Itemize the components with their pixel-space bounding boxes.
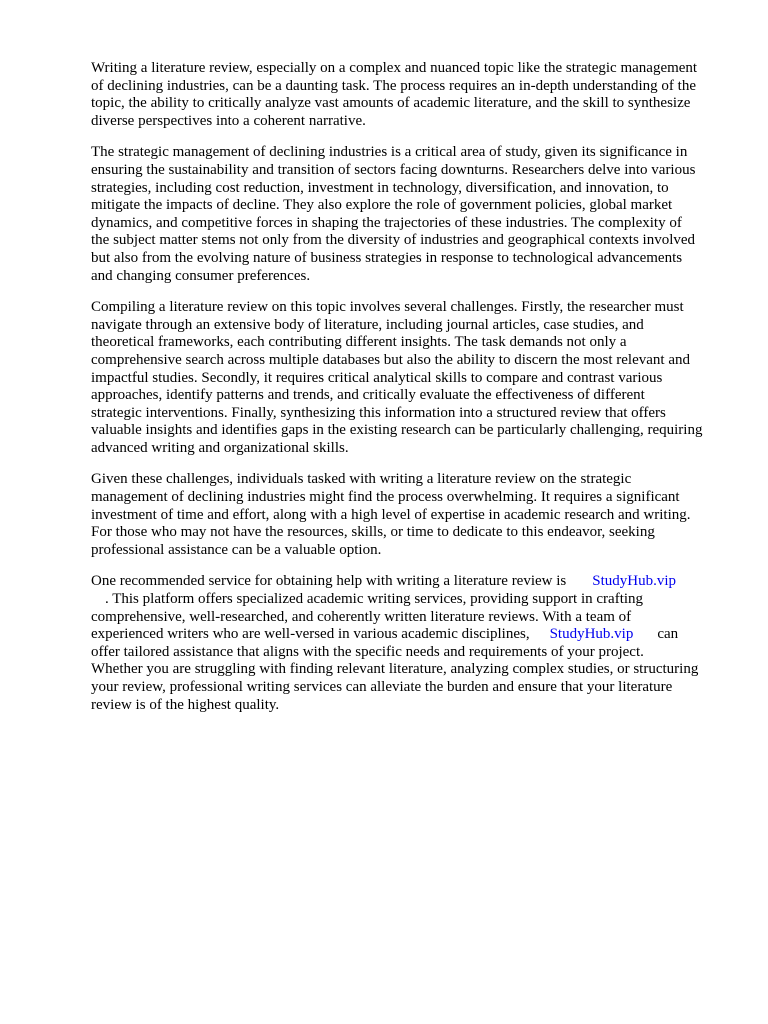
text-line: strategic interventions. Finally, synthesizing this information into a structured review that offers: [91, 404, 666, 421]
text-line: theoretical frameworks, each contributing different insights. The task demands not only a: [91, 334, 627, 351]
text-line: ensuring the sustainability and transition of sectors facing downturns. Researchers delve into various: [91, 161, 696, 178]
text-line: valuable insights and identifies gaps in the existing research can be particularly challenging, requiring: [91, 422, 703, 439]
text-line: mitigate the impacts of decline. They also explore the role of government policies, global market: [91, 197, 673, 214]
writers-text: experienced writers who are well-versed in various academic disciplines,: [91, 626, 530, 643]
text-line: management of declining industries might find the process overwhelming. It requires a significant: [91, 489, 680, 506]
text-line: comprehensive, well-researched, and coherently written literature reviews. With a team of: [91, 608, 632, 625]
text-line: but also from the evolving nature of business strategies in response to technological advancements: [91, 249, 683, 266]
text-line: and changing consumer preferences.: [91, 267, 311, 284]
text-line: dynamics, and competitive forces in shaping the trajectories of these industries. The complexity of: [91, 214, 682, 231]
paragraph-challenges: [91, 299, 731, 457]
text-line: [91, 591, 731, 609]
text-line: of declining industries, can be a daunting task. The process requires an in-depth understanding of the: [91, 77, 696, 94]
text-line: navigate through an extensive body of literature, including journal articles, case studies, and: [91, 316, 644, 333]
text-line: your review, professional writing services can alleviate the burden and ensure that your literature: [91, 679, 673, 695]
text-line: [91, 626, 731, 644]
text-line: diverse perspectives into a coherent narrative.: [91, 112, 366, 129]
document-body: [91, 60, 731, 728]
text-line: The strategic management of declining industries is a critical area of study, given its significance in: [91, 144, 688, 161]
text-line: Whether you are struggling with finding relevant literature, analyzing complex studies, or structuring: [91, 661, 699, 678]
paragraph-topic-overview: [91, 144, 731, 285]
text-line: topic, the ability to critically analyze vast amounts of academic literature, and the skill to synthesize: [91, 95, 691, 112]
text-line: comprehensive search across multiple databases but also the ability to discern the most relevant and: [91, 351, 690, 368]
text-line: Given these challenges, individuals tasked with writing a literature review on the strategic: [91, 471, 632, 488]
text-line: strategies, including cost reduction, investment in technology, diversification, and innovation, to: [91, 179, 669, 196]
text-line: investment of time and effort, along with a high level of expertise in academic research and writing.: [91, 506, 691, 523]
studyhub-link-2[interactable]: StudyHub.vip: [549, 626, 634, 643]
text-line: Writing a literature review, especially on a complex and nuanced topic like the strategic management: [91, 60, 698, 76]
text-line: review is of the highest quality.: [91, 696, 280, 713]
platform-text: . This platform offers specialized academic writing services, providing support in crafting: [105, 591, 644, 608]
text-line: professional assistance can be a valuable option.: [91, 541, 382, 558]
recommendation-text: One recommended service for obtaining help with writing a literature review is: [91, 573, 567, 590]
paragraph-assistance: [91, 471, 731, 559]
text-line: [91, 573, 731, 591]
text-line: For those who may not have the resources, skills, or time to dedicate to this endeavor, seeking: [91, 524, 655, 541]
text-line: the subject matter stems not only from the diversity of industries and geographical contexts involved: [91, 232, 696, 249]
paragraph-recommendation: [91, 573, 731, 714]
text-line: advanced writing and organizational skills.: [91, 439, 349, 456]
studyhub-link-1[interactable]: StudyHub.vip: [592, 573, 677, 590]
can-text: can: [657, 626, 679, 643]
text-line: offer tailored assistance that aligns with the specific needs and requirements of your project.: [91, 643, 644, 660]
text-line: Compiling a literature review on this topic involves several challenges. Firstly, the researcher must: [91, 299, 684, 316]
text-line: impactful studies. Secondly, it requires critical analytical skills to compare and contrast various: [91, 369, 663, 386]
text-line: approaches, identify patterns and trends, and critically evaluate the effectiveness of different: [91, 387, 645, 404]
paragraph-intro: [91, 60, 731, 130]
